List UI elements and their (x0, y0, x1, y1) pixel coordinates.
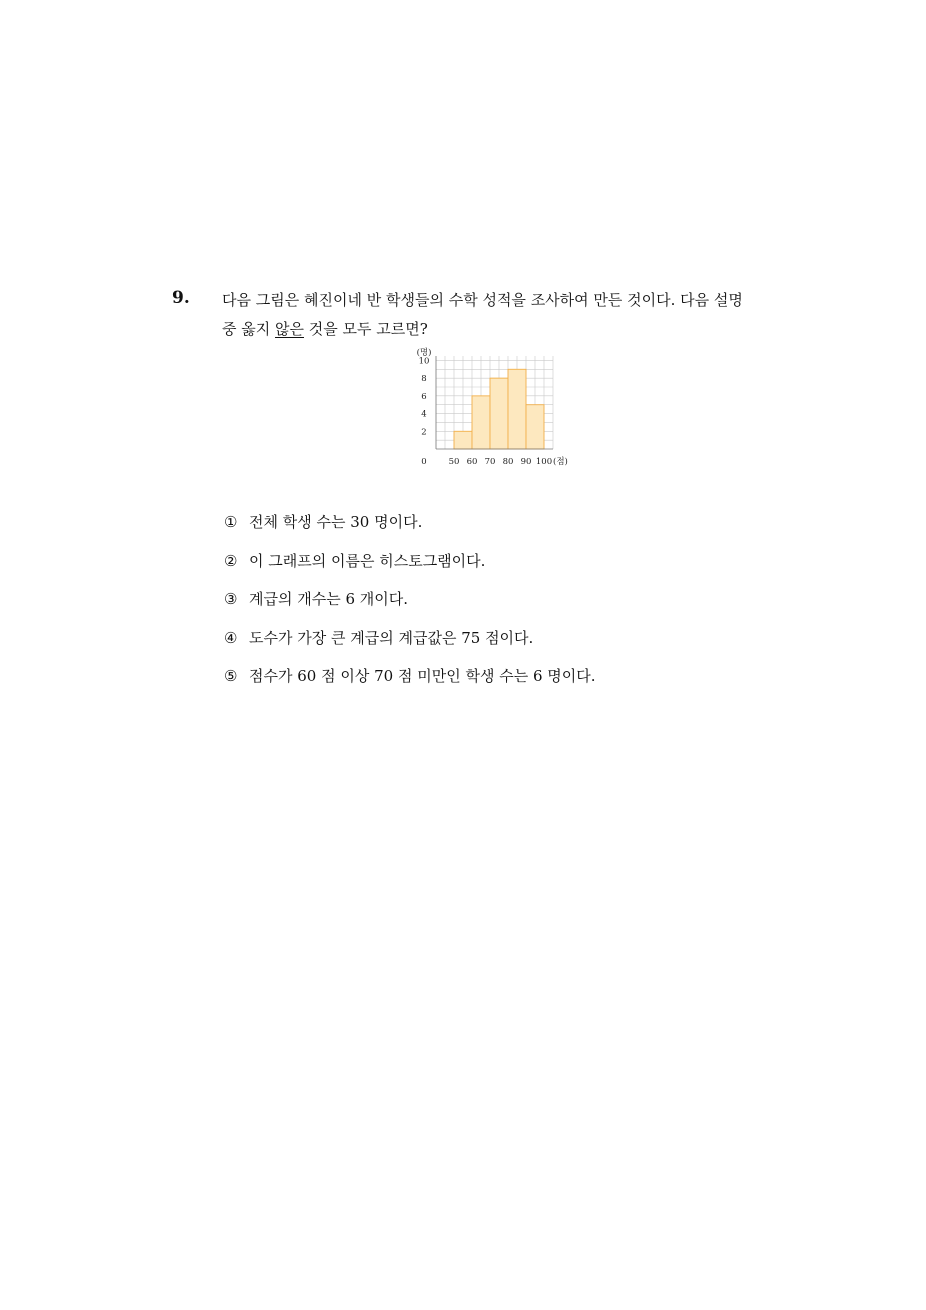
x-tick-label: 70 (484, 457, 496, 467)
option-2[interactable] (224, 547, 596, 586)
y-axis-unit: (명) (416, 348, 432, 358)
x-tick-label: 50 (448, 457, 460, 467)
question-line-1: 다음 그림은 혜진이네 반 학생들의 수학 성적을 조사하여 만든 것이다. 다음 설명 (222, 291, 743, 309)
x-tick-label: 100 (535, 457, 553, 467)
question-line-2 (222, 315, 782, 344)
option-text: 전체 학생 수는 30 명이다. (249, 513, 423, 531)
histogram-bar (508, 369, 526, 449)
question-line-2-post: 것을 모두 고르면? (304, 320, 428, 338)
x-tick-label: 90 (520, 457, 532, 467)
y-tick-label: 6 (421, 391, 427, 402)
option-5[interactable] (224, 662, 596, 701)
option-marker: ③ (224, 590, 238, 608)
y-tick-label: 10 (418, 356, 430, 367)
y-tick-label: 2 (421, 427, 427, 438)
origin-label: 0 (421, 457, 427, 467)
histogram-bar (490, 378, 508, 449)
option-marker: ④ (224, 628, 238, 647)
x-axis-unit: (점) (553, 457, 568, 467)
option-text: 계급의 개수는 6 개이다. (249, 590, 409, 608)
option-text: 이 그래프의 이름은 히스토그램이다. (249, 551, 486, 570)
option-marker: ⑤ (224, 667, 238, 685)
question-number: 9. (172, 288, 190, 308)
histogram-chart (400, 345, 568, 470)
option-marker: ① (224, 513, 238, 531)
option-text: 도수가 가장 큰 계급의 계급값은 75 점이다. (249, 628, 534, 647)
question-line-2-pre: 중 옳지 (222, 320, 276, 338)
option-3[interactable] (224, 585, 596, 624)
option-text: 점수가 60 점 이상 70 점 미만인 학생 수는 6 명이다. (249, 667, 596, 685)
histogram-bar (454, 431, 472, 449)
option-1[interactable] (224, 508, 596, 547)
x-tick-label: 60 (466, 457, 478, 467)
question-text (222, 286, 782, 344)
histogram-bar (526, 405, 544, 449)
answer-options (224, 508, 596, 701)
y-tick-label: 4 (421, 409, 427, 420)
underlined-word: 않은 (275, 320, 304, 338)
option-marker: ② (224, 551, 238, 570)
x-tick-label: 80 (502, 457, 514, 467)
y-tick-label: 8 (421, 374, 427, 385)
histogram-bar (472, 396, 490, 449)
option-4[interactable] (224, 624, 596, 663)
